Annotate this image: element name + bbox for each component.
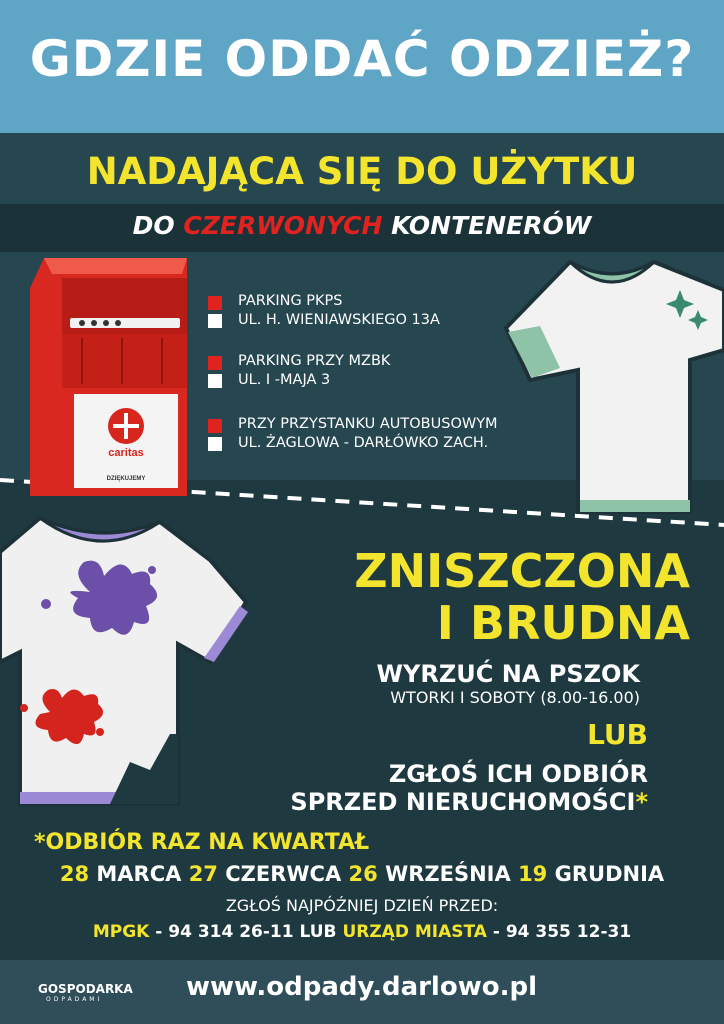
container-thanks-text: DZIĘKUJEMY (106, 476, 146, 482)
location-marker-icon (208, 356, 222, 388)
usable-heading: NADAJĄCA SIĘ DO UŻYTKU (86, 150, 638, 193)
contact-line (0, 922, 724, 942)
pickup-frequency-note: *ODBIÓR RAZ NA KWARTAŁ (34, 830, 370, 855)
contact-city-hall-name: URZĄD MIASTA (342, 922, 487, 942)
location-marker-icon (208, 419, 222, 451)
banner-text (0, 211, 724, 240)
date-day: 19 (518, 862, 548, 886)
contact-city-hall-phone: - 94 355 12-31 (492, 922, 632, 942)
pszok-hours: WTORKI I SOBOTY (8.00-16.00) (390, 688, 640, 707)
contact-mpgk-name: MPGK (92, 922, 150, 942)
date-month: CZERWCA (225, 862, 342, 886)
stained-tshirt-image (0, 512, 250, 812)
location-1-address: UL. H. WIENIAWSKIEGO 13A (238, 312, 440, 328)
report-line-2-text: SPRZED NIERUCHOMOŚCI (290, 788, 636, 816)
contact-or: LUB (299, 922, 337, 942)
location-3-name: PRZY PRZYSTANKU AUTOBUSOWYM (238, 416, 498, 432)
damaged-heading-line1: ZNISZCZONA (354, 544, 690, 598)
donation-container-image (22, 258, 192, 500)
date-month: GRUDNIA (554, 862, 665, 886)
location-2-name: PARKING PRZY MZBK (238, 353, 391, 369)
damaged-heading (250, 545, 690, 649)
deadline-note: ZGŁOŚ NAJPÓŹNIEJ DZIEŃ PRZED: (225, 896, 499, 915)
location-2-address: UL. I -MAJA 3 (238, 372, 331, 388)
website-link[interactable]: www.odpady.darlowo.pl (186, 972, 537, 1002)
report-line-2 (200, 788, 648, 816)
logo-subtitle: ODPADAMI (46, 996, 103, 1003)
date-month: WRZEŚNIA (385, 862, 511, 886)
date-month: MARCA (96, 862, 182, 886)
clean-tshirt-image (500, 250, 724, 520)
location-3-address: UL. ŻAGLOWA - DARŁÓWKO ZACH. (238, 435, 489, 451)
caritas-logo-text: caritas (108, 447, 144, 459)
banner-containers: KONTENERÓW (391, 211, 592, 240)
or-text: LUB (587, 718, 648, 751)
damaged-heading-line2: I BRUDNA (436, 596, 690, 650)
banner-do: DO (132, 211, 175, 240)
contact-mpgk-phone: - 94 314 26-11 (155, 922, 294, 942)
report-line-1: ZGŁOŚ ICH ODBIÓR (388, 760, 648, 788)
location-marker-icon (208, 296, 222, 328)
date-day: 26 (348, 862, 378, 886)
waste-management-logo: GOSPODARKA (38, 982, 133, 996)
asterisk-mark: * (635, 788, 648, 816)
banner-red-word: CZERWONYCH (183, 211, 383, 240)
pickup-dates (0, 862, 724, 886)
location-1-name: PARKING PKPS (238, 293, 343, 309)
date-day: 28 (59, 862, 90, 886)
pszok-instruction: WYRZUĆ NA PSZOK (376, 660, 640, 688)
date-day: 27 (188, 862, 218, 886)
page-title: GDZIE ODDAĆ ODZIEŻ? (29, 30, 695, 88)
